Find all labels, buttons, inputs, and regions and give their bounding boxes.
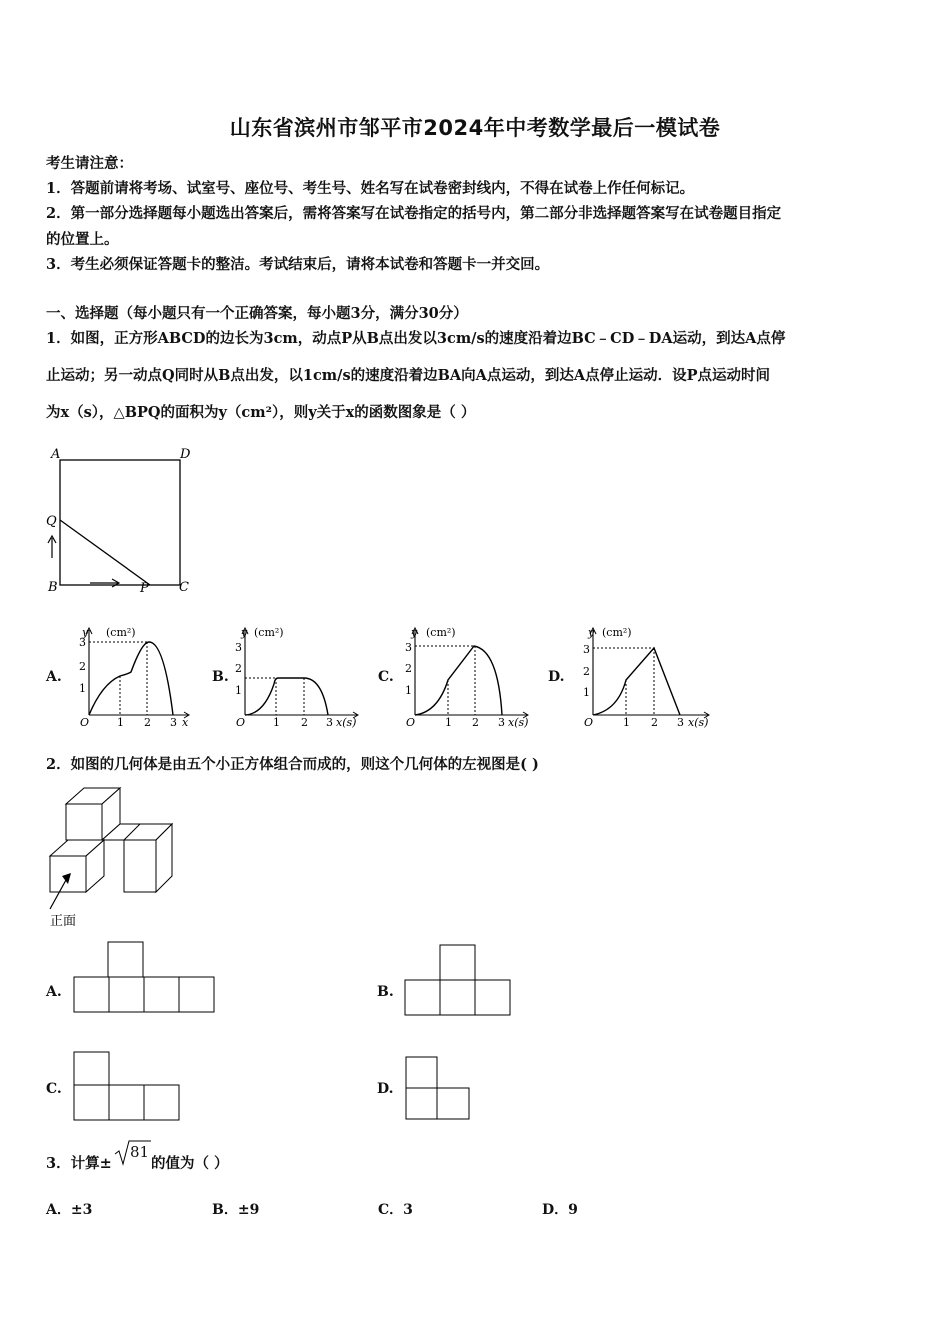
q1-option-a[interactable]: A. [46, 669, 62, 685]
tick-x1: 1 [623, 716, 630, 729]
y-axis-label: y [82, 626, 89, 639]
q2-option-d-figure[interactable] [404, 1055, 476, 1121]
graph-b [232, 620, 367, 732]
unit-label: (cm²) [602, 626, 632, 639]
q1-option-c[interactable]: C. [378, 669, 394, 685]
notice-item-2-cont: 的位置上。 [46, 231, 119, 248]
q3-option-c[interactable]: C．3 [378, 1202, 413, 1218]
tick-y3: 3 [583, 643, 590, 656]
q3-option-a[interactable]: A．±3 [46, 1202, 93, 1218]
notice-heading: 考生请注意： [46, 155, 133, 172]
tick-x1: 1 [273, 716, 280, 729]
label-A: A [51, 447, 61, 462]
q2-text: 2．如图的几何体是由五个小正方体组合而成的，则这个几何体的左视图是( ) [46, 756, 539, 773]
tick-x1: 1 [445, 716, 452, 729]
section-heading: 一、选择题（每小题只有一个正确答案，每小题3分，满分30分） [46, 305, 468, 322]
front-label: 正面 [50, 914, 77, 929]
q3-option-b[interactable]: B．±9 [212, 1202, 260, 1218]
x-axis-label: x [182, 716, 189, 729]
q1-line1: 1．如图，正方形ABCD的边长为3cm，动点P从B点出发以3cm/s的速度沿着边BC﹣CD﹣DA运动，到达A点停 [46, 330, 786, 347]
q3-radicand: 81 [130, 1143, 150, 1161]
origin-label: O [236, 716, 246, 729]
tick-y3: 3 [79, 636, 86, 649]
q1-square-figure [40, 440, 200, 600]
q3-option-d[interactable]: D．9 [542, 1202, 578, 1218]
label-C: C [179, 580, 189, 595]
q3-prefix: 3．计算± [46, 1155, 112, 1172]
tick-x3: 3 [677, 716, 684, 729]
label-P: P [140, 581, 149, 596]
q1-option-b[interactable]: B. [212, 669, 229, 685]
tick-x3: 3 [326, 716, 333, 729]
origin-label: O [80, 716, 90, 729]
q2-option-b[interactable]: B. [377, 984, 394, 1000]
q2-option-a-figure[interactable] [72, 940, 217, 1014]
y-axis-label: y [241, 626, 248, 639]
unit-label: (cm²) [106, 626, 136, 639]
origin-label: O [406, 716, 416, 729]
tick-x3: 3 [170, 716, 177, 729]
q2-option-c[interactable]: C. [46, 1081, 62, 1097]
tick-x2: 2 [472, 716, 479, 729]
tick-y1: 1 [235, 684, 242, 697]
q2-option-c-figure[interactable] [72, 1050, 184, 1122]
q2-option-b-figure[interactable] [403, 943, 515, 1017]
page-title: 山东省滨州市邹平市2024年中考数学最后一模试卷 [229, 116, 721, 140]
q2-option-d[interactable]: D. [377, 1081, 394, 1097]
q2-option-a[interactable]: A. [46, 984, 62, 1000]
notice-item-2: 2．第一部分选择题每小题选出答案后，需将答案写在试卷指定的括号内，第二部分非选择题答案写在试卷题目指定 [46, 205, 782, 222]
tick-x2: 2 [651, 716, 658, 729]
unit-label: (cm²) [254, 626, 284, 639]
tick-y2: 2 [583, 665, 590, 678]
tick-x2: 2 [301, 716, 308, 729]
q1-option-d[interactable]: D. [548, 669, 565, 685]
unit-label: (cm²) [426, 626, 456, 639]
tick-x2: 2 [144, 716, 151, 729]
graph-c [402, 620, 537, 732]
q2-solid-figure [40, 784, 180, 934]
notice-item-1: 1．答题前请将考场、试室号、座位号、考生号、姓名写在试卷密封线内，不得在试卷上作任何标记。 [46, 180, 695, 197]
tick-y2: 2 [235, 662, 242, 675]
tick-y2: 2 [79, 660, 86, 673]
label-D: D [180, 447, 191, 462]
notice-item-3: 3．考生必须保证答题卡的整洁。考试结束后，请将本试卷和答题卡一并交回。 [46, 256, 550, 273]
q3-suffix: 的值为（ ） [151, 1155, 229, 1172]
x-axis-label: x(s) [508, 716, 529, 729]
x-axis-label: x(s) [688, 716, 709, 729]
tick-y3: 3 [405, 641, 412, 654]
x-axis-label: x(s) [336, 716, 357, 729]
tick-y2: 2 [405, 662, 412, 675]
tick-y3: 3 [235, 641, 242, 654]
graph-a [76, 620, 196, 732]
q1-line3: 为x（s），△BPQ的面积为y（cm²），则y关于x的函数图象是（ ） [46, 404, 476, 421]
origin-label: O [584, 716, 594, 729]
y-axis-label: y [411, 626, 418, 639]
label-Q: Q [46, 514, 57, 529]
tick-x1: 1 [117, 716, 124, 729]
tick-y1: 1 [405, 684, 412, 697]
tick-y1: 1 [583, 686, 590, 699]
label-B: B [48, 580, 58, 595]
q1-line2: 止运动；另一动点Q同时从B点出发，以1cm/s的速度沿着边BA向A点运动，到达A点停止运动．设P点运动时间 [46, 367, 771, 384]
graph-d [578, 620, 718, 732]
tick-y1: 1 [79, 682, 86, 695]
tick-x3: 3 [498, 716, 505, 729]
y-axis-label: y [588, 626, 595, 639]
